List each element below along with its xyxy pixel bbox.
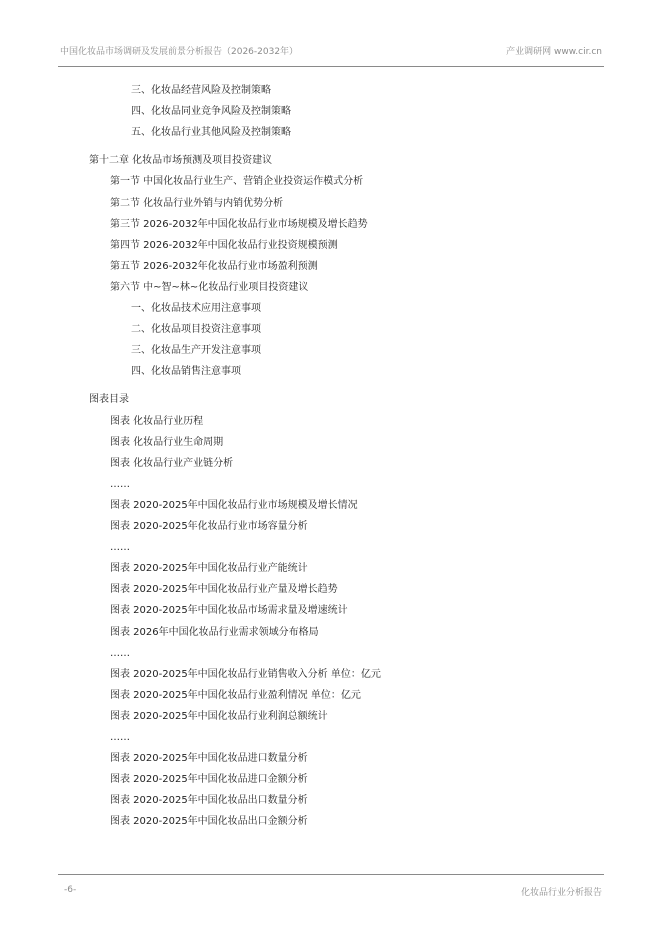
toc-section: ……	[110, 732, 130, 743]
toc-section: 图表 2020-2025年化妆品行业市场容量分析	[110, 521, 308, 532]
footer-label: 化妆品行业分析报告	[520, 888, 602, 898]
toc-section: 图表 2020-2025年中国化妆品进口金额分析	[110, 774, 308, 786]
toc-section: 第四节 2026-2032年中国化妆品行业投资规模预测	[110, 239, 338, 251]
toc-item: 二、化妆品项目投资注意事项	[131, 324, 261, 336]
toc-section: 图表 2020-2025年中国化妆品出口金额分析	[110, 816, 308, 828]
toc-section: 图表 2026年中国化妆品行业需求领域分布格局	[110, 626, 319, 638]
toc-item: 五、化妆品行业其他风险及控制策略	[131, 127, 291, 139]
toc-section: 第三节 2026-2032年中国化妆品行业市场规模及增长趋势	[110, 218, 368, 230]
toc-item: 三、化妆品经营风险及控制策略	[131, 85, 271, 96]
page-header	[58, 40, 604, 67]
toc-section: 图表 化妆品行业历程	[110, 415, 204, 427]
header-site: 产业调研网 www.cir.cn	[506, 47, 602, 57]
toc-item: 一、化妆品技术应用注意事项	[131, 303, 261, 314]
toc-section: ……	[110, 647, 130, 659]
toc-section: ……	[110, 478, 130, 490]
toc-section: 图表 2020-2025年中国化妆品行业产量及增长趋势	[110, 584, 338, 596]
page-number: -6-	[64, 885, 77, 895]
toc-section: 第二节 化妆品行业外销与内销优势分析	[110, 197, 284, 209]
toc-section: 图表 2020-2025年中国化妆品行业市场规模及增长情况	[110, 499, 358, 511]
toc-item: 四、化妆品同业竞争风险及控制策略	[131, 106, 291, 118]
header-title: 中国化妆品市场调研及发展前景分析报告（2026-2032年）	[60, 47, 299, 57]
toc-section: 图表 化妆品行业产业链分析	[110, 457, 234, 469]
toc-section: 第五节 2026-2032年化妆品行业市场盈利预测	[110, 260, 318, 272]
toc-section: 图表 2020-2025年中国化妆品行业利润总额统计	[110, 710, 328, 722]
toc-section: 图表 2020-2025年中国化妆品出口数量分析	[110, 795, 308, 807]
toc-section: 图表 2020-2025年中国化妆品市场需求量及增速统计	[110, 605, 348, 617]
toc-section: 图表 2020-2025年中国化妆品行业产能统计	[110, 563, 308, 575]
toc-item: 四、化妆品销售注意事项	[131, 366, 241, 378]
toc-section: 图表 化妆品行业生命周期	[110, 436, 224, 448]
toc-section: ……	[110, 542, 130, 554]
toc-section: 第一节 中国化妆品行业生产、营销企业投资运作模式分析	[110, 176, 364, 188]
toc-item: 三、化妆品生产开发注意事项	[131, 345, 261, 357]
toc-section: 图表 2020-2025年中国化妆品进口数量分析	[110, 753, 308, 765]
toc-heading: 图表目录	[89, 394, 129, 406]
toc-section: 图表 2020-2025年中国化妆品行业销售收入分析 单位：亿元	[110, 668, 381, 680]
page-footer	[58, 874, 604, 899]
toc-section: 第六节 中~智~林~化妆品行业项目投资建议	[110, 281, 309, 293]
toc-heading: 第十二章 化妆品市场预测及项目投资建议	[89, 155, 273, 167]
toc-section: 图表 2020-2025年中国化妆品行业盈利情况 单位：亿元	[110, 689, 361, 701]
